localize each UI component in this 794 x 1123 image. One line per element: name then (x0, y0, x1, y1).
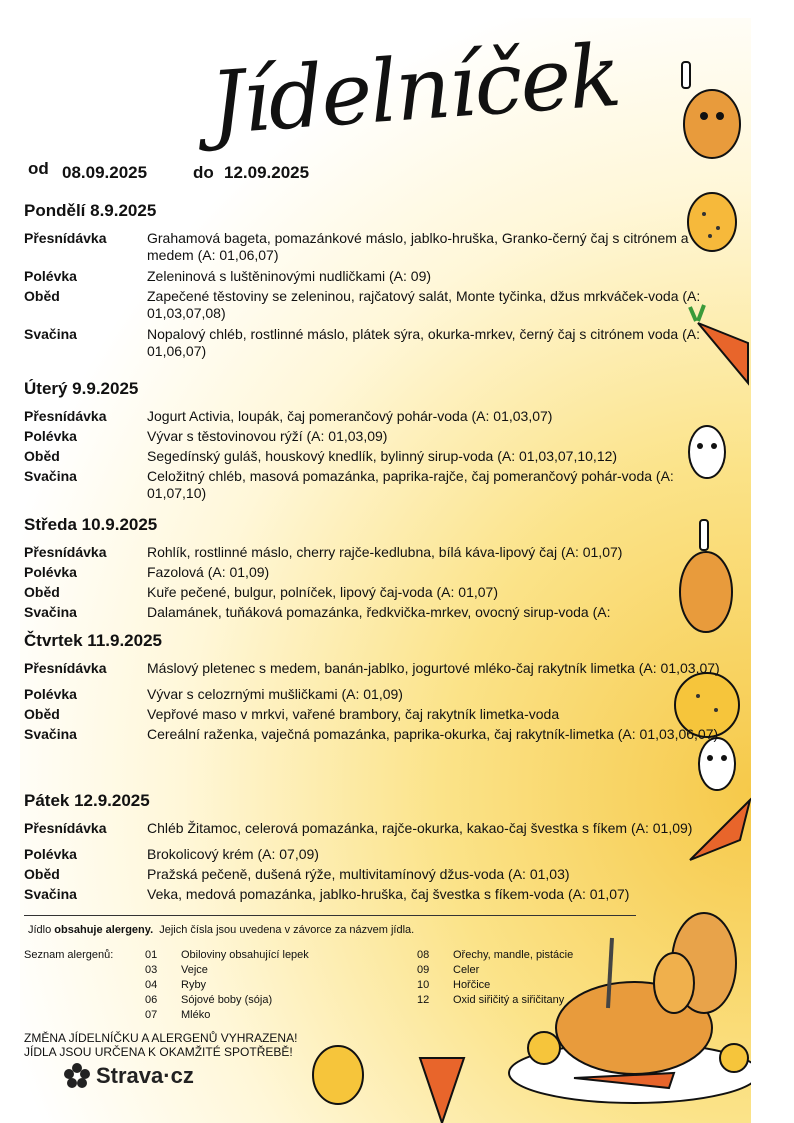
meal-row (24, 326, 724, 360)
meal-food: Vepřové maso v mrkvi, vařené brambory, čaj rakytník limetka-voda (147, 706, 560, 722)
allergen-num: 09 (417, 964, 430, 976)
meal-food: Máslový pletenec s medem, banán-jablko, jogurtové mléko-čaj rakytník limetka (A: 01,03,07) (147, 660, 720, 676)
meal-food: Vývar s těstovinovou rýží (A: 01,03,09) (147, 428, 388, 444)
meal-label: Oběd (24, 584, 60, 600)
meal-row (24, 706, 724, 723)
allergen-item (145, 963, 309, 978)
allergen-name: Oxid siřičitý a siřičitany (453, 994, 565, 1006)
meal-label: Svačina (24, 468, 77, 484)
day-section (24, 379, 724, 502)
meal-food: Veka, medová pomazánka, jablko-hruška, čaj švestka s fíkem-voda (A: 01,07) (147, 886, 630, 902)
day-section (24, 201, 724, 360)
meal-label: Přesnídávka (24, 408, 107, 424)
meal-label: Svačina (24, 326, 77, 342)
potato-illustration-3 (310, 1043, 366, 1107)
divider (24, 915, 636, 916)
allergen-name: Mléko (181, 1009, 211, 1021)
meal-row (24, 604, 724, 621)
meal-label: Svačina (24, 726, 77, 742)
allergen-num: 08 (417, 949, 430, 961)
meal-row (24, 544, 724, 561)
day-section (24, 791, 724, 903)
meal-food: Kuře pečené, bulgur, polníček, lipový čaj-voda (A: 01,07) (147, 584, 498, 600)
allergen-name: Sójové boby (sója) (181, 994, 273, 1006)
meal-label: Svačina (24, 886, 77, 902)
meal-food: Grahamová bageta, pomazánkové máslo, jablko-hruška, Granko-černý čaj s citrónem a medem (A: 01,06,07) (147, 230, 689, 263)
meal-food: Vývar s celozrnými mušličkami (A: 01,09) (147, 686, 403, 702)
allergen-item (145, 978, 309, 993)
meal-label: Polévka (24, 428, 77, 444)
meal-row (24, 564, 724, 581)
from-date: 08.09.2025 (62, 163, 148, 182)
meal-row (24, 660, 724, 677)
chicken-leg-illustration (668, 58, 748, 168)
meal-food: Jogurt Activia, loupák, čaj pomerančový pohár-voda (A: 01,03,07) (147, 408, 553, 424)
meal-food: Dalamánek, tuňáková pomazánka, ředkvička-mrkev, ovocný sirup-voda (A: (147, 604, 611, 620)
meal-label: Polévka (24, 268, 77, 284)
carrot-illustration-3 (412, 1048, 472, 1123)
menu-page (20, 18, 751, 1123)
day-heading: Pátek 12.9.2025 (24, 791, 150, 810)
day-heading: Pondělí 8.9.2025 (24, 201, 157, 220)
change-notice (24, 1031, 297, 1059)
allergen-num: 07 (145, 1009, 158, 1021)
change-notice-line: JÍDLA JSOU URČENA K OKAMŽITÉ SPOTŘEBĚ! (24, 1045, 293, 1059)
meal-food: Brokolicový krém (A: 07,09) (147, 846, 319, 862)
allergen-name: Hořčice (453, 979, 491, 991)
allergen-note (28, 924, 414, 936)
meal-row (24, 230, 724, 264)
meal-label: Přesnídávka (24, 544, 107, 560)
allergen-note-rest: Jejich čísla jsou uvedena v závorce za názvem jídla. (159, 924, 415, 936)
day-heading: Čtvrtek 11.9.2025 (24, 631, 162, 650)
allergen-name: Ořechy, mandle, pistácie (453, 949, 574, 961)
allergen-list-right (417, 948, 573, 1008)
allergen-name: Ryby (181, 979, 207, 991)
meal-label: Přesnídávka (24, 230, 107, 246)
allergen-item (417, 993, 573, 1008)
day-heading: Úterý 9.9.2025 (24, 379, 139, 398)
meal-row (24, 726, 724, 743)
allergen-item (417, 963, 573, 978)
meal-label: Oběd (24, 448, 60, 464)
meal-food: Pražská pečeně, dušená rýže, multivitamínový džus-voda (A: 01,03) (147, 866, 570, 882)
meal-row (24, 448, 724, 465)
to-date: 12.09.2025 (224, 163, 310, 182)
allergen-name: Vejce (181, 964, 208, 976)
allergen-item (145, 948, 309, 963)
meal-food: Chléb Žitamoc, celerová pomazánka, rajče-okurka, kakao-čaj švestka s fíkem (A: 01,09) (147, 820, 693, 836)
allergen-list-left (145, 948, 309, 1023)
meal-food: Rohlík, rostlinné máslo, cherry rajče-kedlubna, bílá káva-lipový čaj (A: 01,07) (147, 544, 623, 560)
allergen-note-bold: obsahuje alergeny. (54, 924, 154, 936)
meal-row (24, 408, 724, 425)
meal-row (24, 468, 724, 502)
meal-label: Oběd (24, 288, 60, 304)
allergen-item (417, 978, 573, 993)
meal-label: Přesnídávka (24, 820, 107, 836)
allergen-num: 10 (417, 979, 430, 991)
meal-row (24, 428, 724, 445)
meal-food: Nopalový chléb, rostlinné máslo, plátek sýra, okurka-mrkev, černý čaj s citrónem voda (A: 01,06,07) (147, 326, 700, 359)
meal-food: Zapečené těstoviny se zeleninou, rajčatový salát, Monte tyčinka, džus mrkváček-voda (A: 01,03,07,08) (147, 288, 701, 321)
allergen-item (417, 948, 573, 963)
meal-label: Polévka (24, 564, 77, 580)
allergen-num: 12 (417, 994, 430, 1006)
day-heading: Středa 10.9.2025 (24, 515, 158, 534)
from-label: od (28, 159, 49, 178)
to-label: do (193, 163, 214, 182)
strava-logo (64, 1063, 194, 1089)
meal-label: Oběd (24, 866, 60, 882)
meal-row (24, 846, 724, 863)
meal-label: Oběd (24, 706, 60, 722)
allergen-item (145, 993, 309, 1008)
meal-label: Svačina (24, 604, 77, 620)
meal-label: Polévka (24, 846, 77, 862)
meal-food: Cereální raženka, vaječná pomazánka, paprika-okurka, čaj rakytník-limetka (A: 01,03,06,07) (147, 726, 719, 742)
meal-row (24, 584, 724, 601)
allergen-note-prefix: Jídlo (28, 924, 55, 936)
allergen-num: 03 (145, 964, 158, 976)
allergen-item (145, 1008, 309, 1023)
meal-food: Zeleninová s luštěninovými nudličkami (A: 09) (147, 268, 432, 284)
meal-row (24, 268, 724, 285)
page-title: Jídelníček (207, 25, 623, 155)
strava-flower-icon (64, 1063, 90, 1089)
meal-food: Fazolová (A: 01,09) (147, 564, 270, 580)
change-notice-line: ZMĚNA JÍDELNÍČKU A ALERGENŮ VYHRAZENA! (24, 1031, 298, 1045)
meal-food: Segedínský guláš, houskový knedlík, bylinný sirup-voda (A: 01,03,07,10,12) (147, 448, 618, 464)
allergen-num: 06 (145, 994, 158, 1006)
allergen-legend-label: Seznam alergenů: (24, 949, 114, 961)
allergen-name: Obiloviny obsahující lepek (181, 949, 309, 961)
meal-row (24, 686, 724, 703)
meal-label: Polévka (24, 686, 77, 702)
meal-food: Celožitný chléb, masová pomazánka, paprika-rajče, čaj pomerančový pohár-voda (A: 01,07,10) (147, 468, 674, 501)
allergen-num: 04 (145, 979, 158, 991)
meal-row (24, 886, 724, 903)
meal-row (24, 288, 724, 322)
day-section (24, 515, 724, 621)
day-section (24, 631, 724, 743)
allergen-name: Celer (453, 964, 480, 976)
allergen-num: 01 (145, 949, 158, 961)
meal-row (24, 866, 724, 883)
meal-row (24, 820, 724, 837)
meal-label: Přesnídávka (24, 660, 107, 676)
strava-logo-text: Strava·cz (96, 1063, 194, 1088)
